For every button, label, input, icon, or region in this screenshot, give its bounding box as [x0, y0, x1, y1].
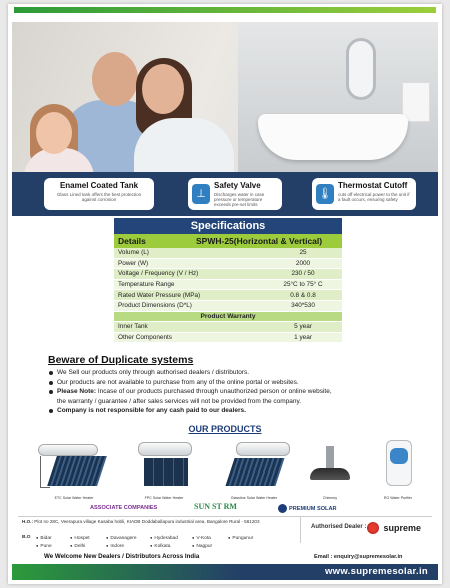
list-item: Our products are not available to purchase from any of the online portal or websites.: [48, 378, 408, 388]
branch-item: ● Pungunur: [228, 535, 253, 541]
feature-thermostat: 🌡 Thermostat Cutoff cuts off electrical power to the unit if a fault occurs, ensuring safety: [312, 178, 416, 210]
sunstorm-logo: SUN ST RM: [194, 502, 237, 511]
spec-key: Temperature Range: [118, 281, 175, 289]
thermostat-icon: 🌡: [316, 184, 334, 204]
product-glassline: Glassline Solar Water Heater: [214, 436, 294, 502]
list-item: Company is not responsible for any cash paid to our dealers.: [48, 406, 408, 416]
contact-email[interactable]: Email : enquiry@supremesolar.in: [314, 554, 403, 560]
table-row: [114, 280, 342, 291]
branch-item: ● Nagpur: [192, 543, 212, 549]
spec-value: 1 year: [294, 334, 312, 342]
contact-section: H.O.: Plot no 28C, Veerapura village Kasaba hobli, KIADB Doddaballapura industrial area, Bangalore Rural - 561203 B.O ● Bidar ● Hospet ● Davanagere ● Hyderabad ● V-Kota ● Pungunur ● Pune ● Delhi ● Indore ● Kolkata ● Nagpur We Welcome New Dealers / Distributors Across India Authorised Dealer : supreme Email : enquiry@supremesolar.in: [18, 516, 432, 562]
branch-item: ● Davanagere: [106, 535, 137, 541]
spec-key: Product Dimensions (D*L): [118, 302, 192, 310]
product-fpc: FPC Solar Water Heater: [124, 436, 204, 502]
list-item: Please Note: Incase of our products purchased through unauthorized person or online website,: [48, 387, 408, 397]
branch-item: ● Hospet: [70, 535, 90, 541]
head-office-address: H.O.: Plot no 28C, Veerapura village Kasaba hobli, KIADB Doddaballapura industrial area, Bangalore Rural - 561203: [22, 519, 260, 524]
our-products-heading: OUR PRODUCTS: [188, 424, 262, 434]
warranty-header: Product Warranty: [114, 312, 342, 323]
branch-item: ● Delhi: [70, 543, 85, 549]
list-item-continuation: the warranty / guarantee / after sales services will not be provided from the company.: [57, 397, 302, 405]
brochure-page: [8, 4, 442, 584]
features-strip: [12, 172, 438, 216]
beware-list: [48, 368, 408, 416]
hero-image: [12, 22, 438, 172]
product-chimney: Chimney: [302, 436, 358, 502]
dealer-invite: We Welcome New Dealers / Distributors Across India: [44, 553, 200, 560]
spec-key: Other Components: [118, 334, 172, 342]
man-figure: [92, 52, 138, 106]
beware-heading: Beware of Duplicate systems: [48, 354, 194, 366]
table-row: [114, 259, 342, 270]
table-row: [114, 269, 342, 280]
website-link[interactable]: www.supremesolar.in: [324, 566, 428, 577]
valve-icon: ⊥: [192, 184, 210, 204]
spec-key: Voltage / Frequency (V / Hz): [118, 270, 199, 278]
branch-item: ● Indore: [106, 543, 124, 549]
branch-item: ● Bidar: [36, 535, 52, 541]
footer-bar: [12, 564, 438, 580]
spec-key: Power (W): [118, 259, 149, 267]
spec-value: 25: [299, 249, 307, 257]
feature-safety-valve: ⊥ Safety Valve Discharges water in case pressure or temperature exceeds pre-set limits: [188, 178, 282, 210]
branch-item: ● Kolkata: [150, 543, 170, 549]
table-row: [114, 290, 342, 301]
girl-figure: [36, 112, 72, 154]
spec-value: 340*530: [291, 302, 315, 310]
spec-value: 5 year: [294, 323, 312, 331]
spec-header: Details SPWH-25(Horizontal & Vertical): [114, 234, 342, 248]
authorised-dealer-box: Authorised Dealer : supreme: [300, 517, 432, 543]
spec-value: 230 / 50: [291, 270, 315, 278]
table-row: [114, 333, 342, 344]
branch-item: ● Hyderabad: [150, 535, 178, 541]
products-row: [34, 436, 426, 502]
bathtub-shape: [258, 114, 408, 160]
product-etc: ETC Solar Water Heater: [34, 436, 114, 502]
table-row: [114, 322, 342, 333]
mirror-shape: [346, 38, 376, 100]
top-accent-bar: [14, 7, 436, 13]
table-row: [114, 301, 342, 312]
premium-solar-icon: [278, 504, 287, 513]
spec-value: 2000: [295, 259, 311, 267]
spec-key: Inner Tank: [118, 323, 148, 331]
supreme-logo-icon: [367, 522, 379, 534]
branch-item: ● Pune: [36, 543, 52, 549]
premium-solar-logo: PREMIUM SOLAR: [278, 504, 337, 513]
spec-key: Rated Water Pressure (MPa): [118, 291, 201, 299]
product-ro-purifier: RO Water Purifier: [370, 436, 426, 502]
table-row: [114, 248, 342, 259]
woman-figure: [142, 64, 184, 114]
associate-companies: ASSOCIATE COMPANIES SUN ST RM PREMIUM SOLAR: [90, 502, 337, 512]
spec-value: 0.8 & 0.8: [290, 291, 316, 299]
feature-enamel-tank: Enamel Coated Tank Glass Lined tank offers the best protection against corrosion: [44, 178, 154, 210]
supreme-logo: supreme: [367, 519, 421, 537]
branch-item: ● V-Kota: [192, 535, 211, 541]
spec-value: 25°C to 75° C: [283, 281, 323, 289]
list-item: We Sell our products only through authorised dealers / distributors.: [48, 368, 408, 378]
specifications-table: [114, 218, 342, 343]
spec-key: Volume (L): [118, 249, 149, 257]
spec-title: Specifications: [114, 218, 342, 234]
